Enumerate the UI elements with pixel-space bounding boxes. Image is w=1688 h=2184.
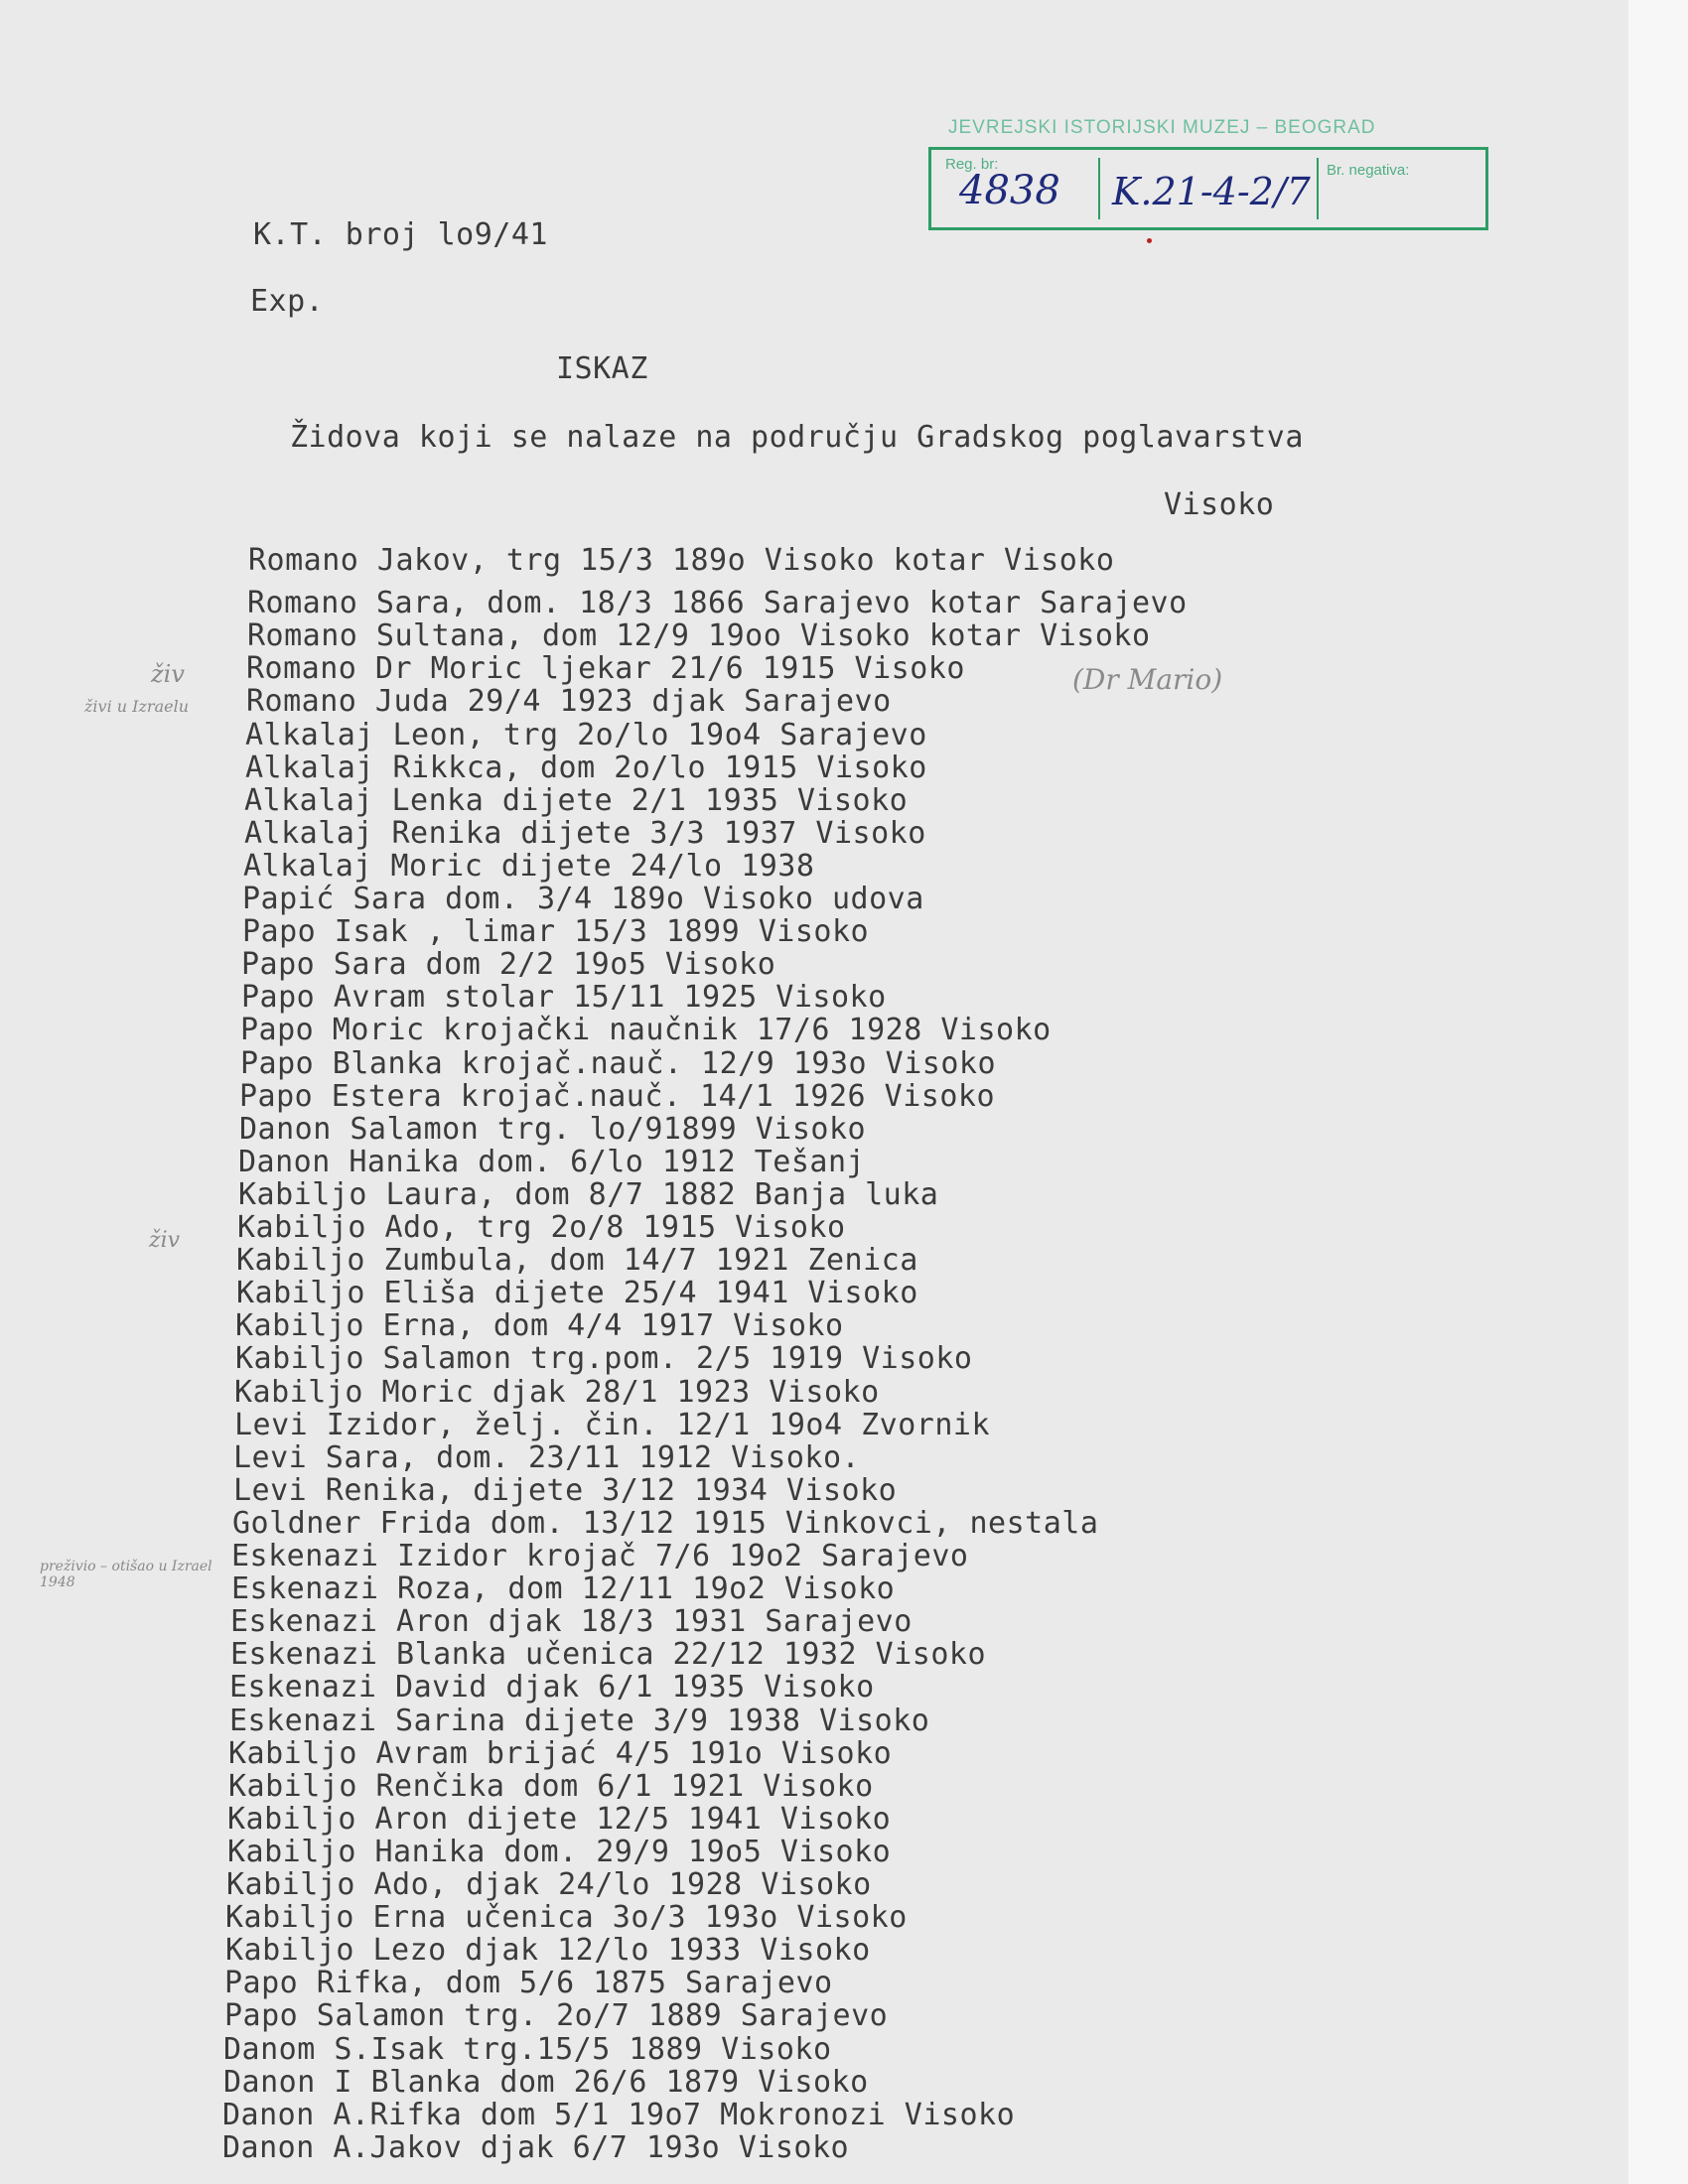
entry-line: Romano Jakov, trg 15/3 189o Visoko kotar Visoko xyxy=(248,543,1115,578)
entry-line: Goldner Frida dom. 13/12 1915 Vinkovci, nestala xyxy=(232,1506,1099,1541)
entry-line: Eskenazi David djak 6/1 1935 Visoko xyxy=(229,1670,875,1705)
entry-line: Alkalaj Lenka dijete 2/1 1935 Visoko xyxy=(244,783,909,818)
entry-line: Kabiljo Ado, djak 24/lo 1928 Visoko xyxy=(226,1867,872,1902)
entry-line: Kabiljo Hanika dom. 29/9 19o5 Visoko xyxy=(227,1835,892,1869)
entry-line: Romano Sultana, dom 12/9 19oo Visoko kotar Visoko xyxy=(247,618,1151,653)
entry-line: Alkalaj Leon, trg 2o/lo 19o4 Sarajevo xyxy=(245,718,927,752)
stamp-signature: K.21-4-2/7 xyxy=(1112,170,1311,213)
stamp-reg-label: Reg. br: xyxy=(945,156,999,173)
entry-line: Romano Juda 29/4 1923 djak Sarajevo xyxy=(246,684,892,719)
entry-line: Danon Hanika dom. 6/lo 1912 Tešanj xyxy=(238,1145,866,1179)
entry-line: Eskenazi Izidor krojač 7/6 19o2 Sarajevo xyxy=(231,1539,969,1573)
stamp-negative-label: Br. negativa: xyxy=(1327,162,1410,179)
entry-line: Kabiljo Ado, trg 2o/8 1915 Visoko xyxy=(237,1210,846,1245)
annotation-ziv-izrael: živi u Izraelu xyxy=(84,697,190,716)
entry-line: Kabiljo Salamon trg.pom. 2/5 1919 Visoko xyxy=(235,1341,973,1376)
entry-line: Romano Dr Moric ljekar 21/6 1915 Visoko xyxy=(246,651,965,686)
entry-line: Danon A.Rifka dom 5/1 19o7 Mokronozi Visoko xyxy=(222,2098,1016,2132)
entry-line: Kabiljo Renčika dom 6/1 1921 Visoko xyxy=(228,1769,874,1804)
entry-line: Papo Sara dom 2/2 19o5 Visoko xyxy=(241,947,776,982)
entry-line: Papo Estera krojač.nauč. 14/1 1926 Visoko xyxy=(239,1079,996,1114)
entry-line: Kabiljo Erna učenica 3o/3 193o Visoko xyxy=(225,1900,908,1935)
annotation-preziveo: preživio – otišao u Izrael 1948 xyxy=(40,1559,212,1590)
entry-line: Papo Rifka, dom 5/6 1875 Sarajevo xyxy=(224,1966,833,2000)
ink-dot xyxy=(1147,238,1152,243)
archive-stamp xyxy=(928,147,1488,230)
entry-line: Papo Salamon trg. 2o/7 1889 Sarajevo xyxy=(224,1998,889,2033)
page-edge xyxy=(1628,0,1688,2184)
entry-line: Danom S.Isak trg.15/5 1889 Visoko xyxy=(223,2032,832,2067)
entry-line: Danon Salamon trg. lo/91899 Visoko xyxy=(239,1112,867,1147)
entry-line: Eskenazi Sarina dijete 3/9 1938 Visoko xyxy=(229,1704,930,1738)
annotation-ziv: živ xyxy=(151,660,185,688)
entry-line: Danon I Blanka dom 26/6 1879 Visoko xyxy=(223,2065,869,2100)
entry-line: Kabiljo Zumbula, dom 14/7 1921 Zenica xyxy=(236,1243,918,1278)
exp-line: Exp. xyxy=(250,284,325,319)
entry-line: Kabiljo Aron dijete 12/5 1941 Visoko xyxy=(227,1802,892,1837)
entry-line: Alkalaj Renika dijete 3/3 1937 Visoko xyxy=(244,816,926,851)
entry-line: Eskenazi Roza, dom 12/11 19o2 Visoko xyxy=(231,1571,896,1606)
entry-line: Alkalaj Rikkca, dom 2o/lo 1915 Visoko xyxy=(245,751,927,785)
document-title: ISKAZ xyxy=(556,351,648,386)
entry-line: Alkalaj Moric dijete 24/lo 1938 xyxy=(243,849,815,884)
entry-line: Levi Izidor, želj. čin. 12/1 19o4 Zvornik xyxy=(234,1408,991,1442)
entry-line: Papo Isak , limar 15/3 1899 Visoko xyxy=(242,914,870,949)
annotation-ziv: živ xyxy=(149,1228,181,1253)
entry-line: Kabiljo Erna, dom 4/4 1917 Visoko xyxy=(235,1308,844,1343)
annotation-mario: (Dr Mario) xyxy=(1072,663,1223,696)
entry-line: Kabiljo Avram brijać 4/5 191o Visoko xyxy=(228,1736,893,1771)
reference-number: K.T. broj lo9/41 xyxy=(253,217,548,252)
entry-line: Papić Sara dom. 3/4 189o Visoko udova xyxy=(242,882,924,916)
entry-line: Papo Avram stolar 15/11 1925 Visoko xyxy=(241,980,887,1015)
entry-line: Kabiljo Eliša dijete 25/4 1941 Visoko xyxy=(236,1276,918,1310)
entry-line: Danon A.Jakov djak 6/7 193o Visoko xyxy=(222,2130,850,2165)
stamp-divider xyxy=(1098,158,1100,219)
document-subtitle: Židova koji se nalaze na području Gradskog poglavarstva xyxy=(290,420,1304,455)
entry-line: Levi Sara, dom. 23/11 1912 Visoko. xyxy=(233,1440,861,1475)
entry-line: Kabiljo Lezo djak 12/lo 1933 Visoko xyxy=(225,1933,871,1968)
entry-line: Eskenazi Blanka učenica 22/12 1932 Visoko xyxy=(230,1637,987,1672)
entry-line: Papo Moric krojački naučnik 17/6 1928 Visoko xyxy=(240,1013,1052,1047)
entry-line: Romano Sara, dom. 18/3 1866 Sarajevo kotar Sarajevo xyxy=(247,586,1188,620)
stamp-organization: JEVREJSKI ISTORIJSKI MUZEJ – BEOGRAD xyxy=(948,117,1376,138)
stamp-divider xyxy=(1317,158,1319,219)
place-name: Visoko xyxy=(1164,487,1275,522)
entry-line: Papo Blanka krojač.nauč. 12/9 193o Visoko xyxy=(240,1046,997,1081)
stamp-reg-number: 4838 xyxy=(959,168,1060,213)
entry-line: Kabiljo Moric djak 28/1 1923 Visoko xyxy=(234,1375,880,1410)
entry-line: Levi Renika, dijete 3/12 1934 Visoko xyxy=(233,1473,898,1508)
entry-line: Eskenazi Aron djak 18/3 1931 Sarajevo xyxy=(230,1604,913,1639)
entry-line: Kabiljo Laura, dom 8/7 1882 Banja luka xyxy=(238,1177,939,1212)
